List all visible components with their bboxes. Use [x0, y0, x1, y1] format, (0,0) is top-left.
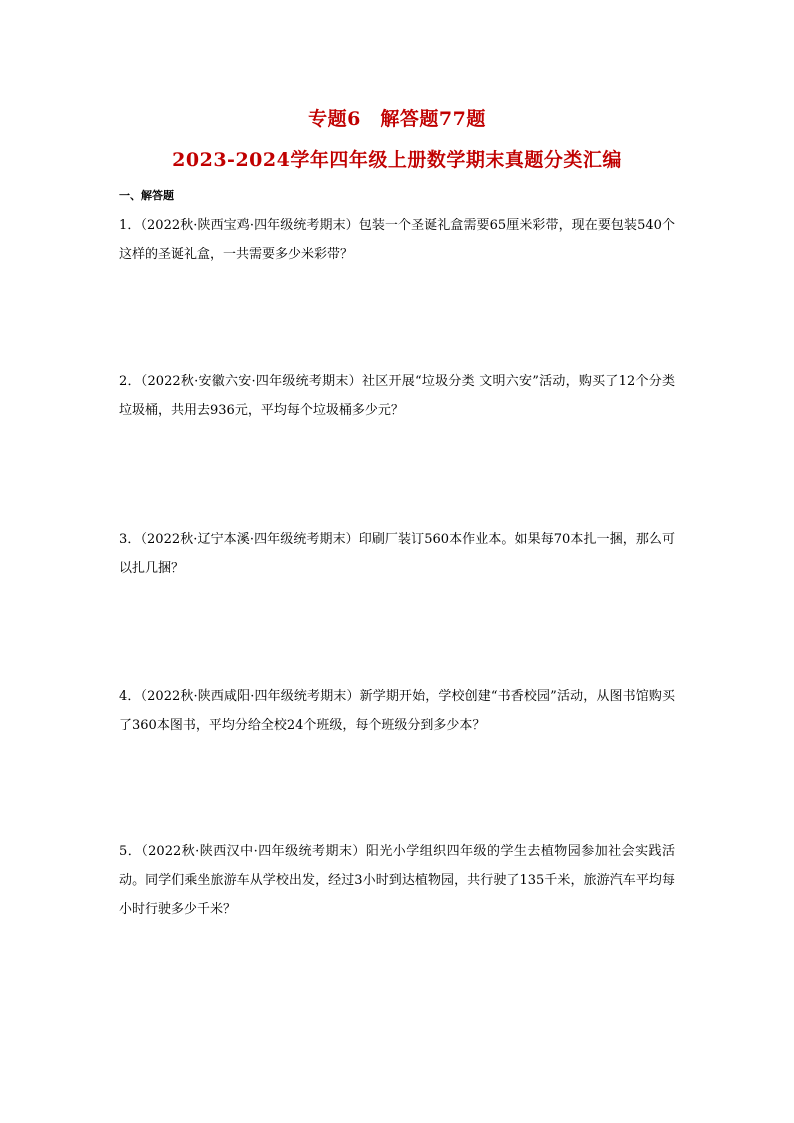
document-subtitle: 2023-2024学年四年级上册数学期末真题分类汇编 — [172, 149, 622, 171]
question-text: 阳光小学组织四年级的学生去植物园参加社会实践活动。同学们乘坐旅游车从学校出发，经过3小时到达植物园，共行驶了135千米，旅游汽车平均每小时行驶多少千米？ — [119, 844, 675, 917]
question-number: 4． — [119, 689, 141, 704]
section-heading: 一、解答题 — [119, 189, 174, 202]
question-source: （2022秋·安徽六安·四年级统考期末） — [140, 374, 362, 389]
question-source: （2022秋·陕西咸阳·四年级统考期末） — [140, 689, 360, 704]
question-2 — [119, 367, 675, 425]
question-number: 5． — [119, 844, 142, 859]
question-text: 社区开展“垃圾分类 文明六安”活动，购买了12个分类垃圾桶，共用去936元，平均每个垃圾桶多少元？ — [119, 374, 675, 418]
question-4 — [119, 682, 675, 740]
document-title: 专题6 解答题77题 — [308, 108, 486, 130]
question-3 — [119, 525, 675, 583]
question-text: 新学期开始，学校创建“书香校园”活动，从图书馆购买了360本图书，平均分给全校24个班级，每个班级分到多少本？ — [119, 689, 675, 733]
question-5 — [119, 837, 675, 924]
question-1 — [119, 211, 675, 269]
question-source: （2022秋·陕西汉中·四年级统考期末） — [141, 844, 366, 859]
question-text: 印刷厂装订560本作业本。如果每70本扎一捆，那么可以扎几捆？ — [119, 532, 675, 576]
question-number: 2． — [119, 374, 141, 389]
question-number: 1． — [119, 218, 141, 233]
question-source: （2022秋·陕西宝鸡·四年级统考期末） — [140, 218, 359, 233]
question-source: （2022秋·辽宁本溪·四年级统考期末） — [140, 532, 359, 547]
question-text: 包装一个圣诞礼盒需要65厘米彩带，现在要包装540个这样的圣诞礼盒，一共需要多少米彩带？ — [119, 218, 675, 262]
question-number: 3． — [119, 532, 141, 547]
